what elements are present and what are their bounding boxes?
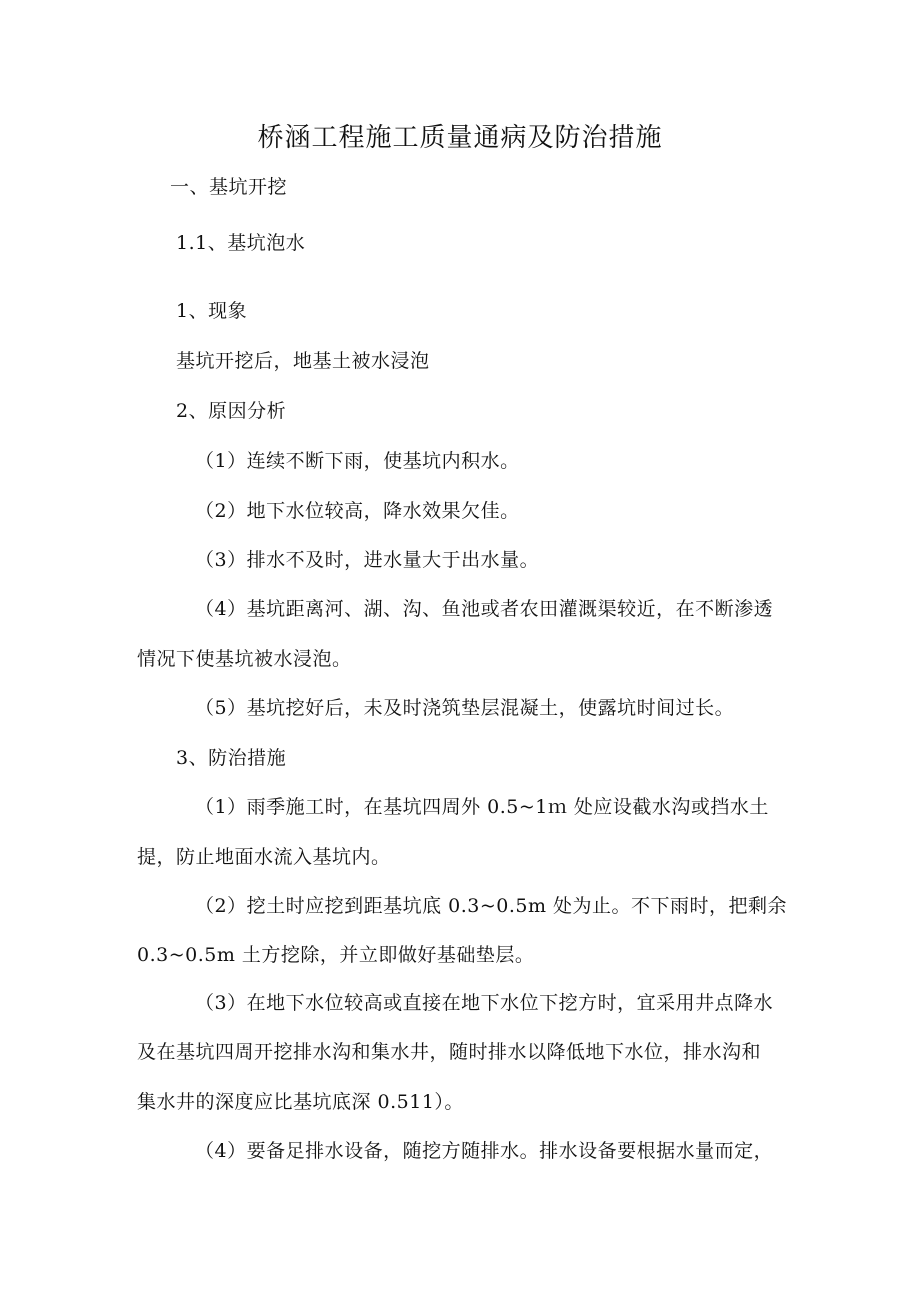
paragraph-line: （3）排水不及时，进水量大于出水量。 bbox=[195, 549, 540, 571]
paragraph-line: （1）雨季施工时，在基坑四周外 0.5~1ｍ 处应设截水沟或挡水土 bbox=[195, 796, 769, 818]
subsection-heading: 1.1、基坑泡水 bbox=[176, 232, 306, 254]
item-heading-measures: 3、防治措施 bbox=[176, 747, 287, 769]
paragraph-line: （1）连续不断下雨，使基坑内积水。 bbox=[195, 450, 520, 472]
paragraph-line: 0.3~0.5m 土方挖除，并立即做好基础垫层。 bbox=[137, 944, 535, 966]
paragraph-line: （2）挖土时应挖到距基坑底 0.3~0.5m 处为止。不下雨时，把剩余 bbox=[195, 895, 788, 917]
document-title: 桥涵工程施工质量通病及防治措施 bbox=[257, 123, 663, 153]
item-heading-phenomenon: 1、现象 bbox=[176, 300, 248, 322]
paragraph-line: 及在基坑四周开挖排水沟和集水井，随时排水以降低地下水位，排水沟和 bbox=[137, 1041, 762, 1063]
paragraph-line: 基坑开挖后，地基土被水浸泡 bbox=[176, 350, 430, 372]
paragraph-line: 情况下使基坑被水浸泡。 bbox=[137, 648, 352, 670]
paragraph-line: （2）地下水位较高，降水效果欠佳。 bbox=[195, 500, 520, 522]
section-heading: 一、基坑开挖 bbox=[170, 176, 288, 198]
paragraph-line: 集水井的深度应比基坑底深 0.511）。 bbox=[137, 1091, 464, 1113]
item-heading-cause: 2、原因分析 bbox=[176, 400, 287, 422]
paragraph-line: （3）在地下水位较高或直接在地下水位下挖方时，宜采用井点降水 bbox=[195, 992, 774, 1014]
paragraph-line: （4）基坑距离河、湖、沟、鱼池或者农田灌溉渠较近，在不断渗透 bbox=[195, 598, 774, 620]
paragraph-line: （5）基坑挖好后，未及时浇筑垫层混凝土，使露坑时间过长。 bbox=[195, 697, 735, 719]
paragraph-line: （4）要备足排水设备，随挖方随排水。排水设备要根据水量而定， bbox=[195, 1140, 774, 1162]
paragraph-line: 提，防止地面水流入基坑内。 bbox=[137, 846, 391, 868]
